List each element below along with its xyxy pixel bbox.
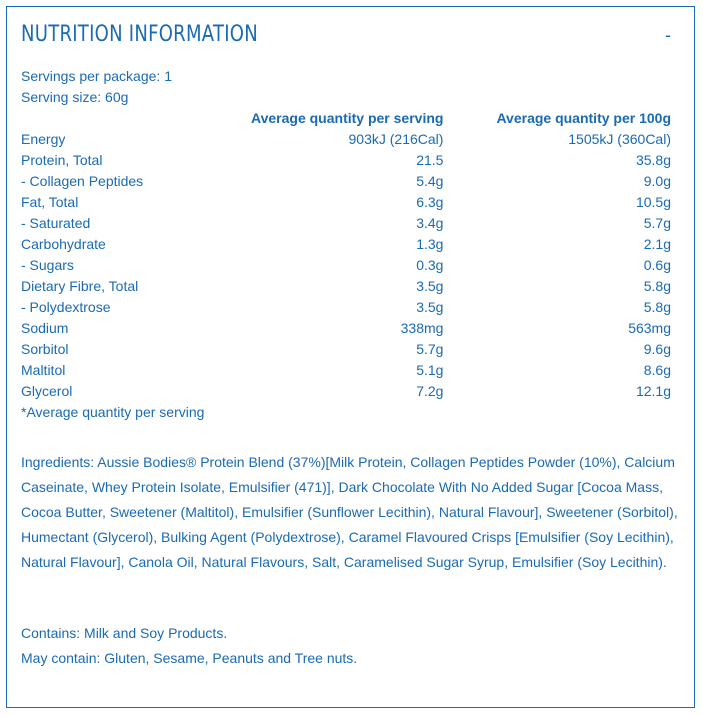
- per-100g-value: 563mg: [628, 320, 671, 336]
- panel-header[interactable]: [21, 22, 671, 58]
- per-serving-value: 21.5: [416, 152, 444, 168]
- per-serving-value: 7.2g: [416, 383, 444, 399]
- table-footnote: *Average quantity per serving: [21, 404, 205, 420]
- per-100g-value: 10.5g: [635, 194, 671, 210]
- per-100g-value: 35.8g: [635, 152, 671, 168]
- per-100g-value: 12.1g: [635, 383, 671, 399]
- table-row: [21, 297, 671, 318]
- nutrient-name: Maltitol: [21, 362, 66, 378]
- nutrient-name: Energy: [21, 131, 66, 147]
- nutrient-name: - Polydextrose: [21, 299, 111, 315]
- nutrient-name: Fat, Total: [21, 194, 79, 210]
- per-serving-value: 1.3g: [416, 236, 444, 252]
- per-100g-value: 2.1g: [643, 236, 671, 252]
- table-row: [21, 129, 671, 150]
- header-nutrient: [21, 108, 251, 129]
- header-per-100g: Average quantity per 100g: [496, 110, 671, 126]
- table-row: [21, 381, 671, 402]
- nutrient-name: - Sugars: [21, 257, 74, 273]
- nutrient-name: - Collagen Peptides: [21, 173, 144, 189]
- per-100g-value: 1505kJ (360Cal): [568, 131, 671, 147]
- nutrition-table: [21, 108, 671, 402]
- collapse-icon[interactable]: -: [665, 25, 671, 45]
- servings-per-package: Servings per package: 1: [21, 68, 172, 84]
- nutrient-name: Sodium: [21, 320, 69, 336]
- table-row: [21, 339, 671, 360]
- table-row: [21, 213, 671, 234]
- per-100g-value: 5.8g: [643, 278, 671, 294]
- per-serving-value: 338mg: [400, 320, 444, 336]
- table-row: [21, 318, 671, 339]
- per-100g-value: 9.0g: [643, 173, 671, 189]
- per-100g-value: 9.6g: [643, 341, 671, 357]
- nutrient-name: Glycerol: [21, 383, 73, 399]
- per-100g-value: 5.8g: [643, 299, 671, 315]
- per-serving-value: 0.3g: [416, 257, 444, 273]
- header-per-serving: Average quantity per serving: [251, 110, 444, 126]
- table-row: [21, 276, 671, 297]
- per-serving-value: 3.4g: [416, 215, 444, 231]
- per-serving-value: 5.4g: [416, 173, 444, 189]
- per-100g-value: 0.6g: [643, 257, 671, 273]
- table-row: [21, 192, 671, 213]
- table-row: [21, 360, 671, 381]
- nutrient-name: Carbohydrate: [21, 236, 106, 252]
- table-row: [21, 255, 671, 276]
- per-serving-value: 3.5g: [416, 299, 444, 315]
- table-row: [21, 150, 671, 171]
- ingredients-text: Ingredients: Aussie Bodies® Protein Blend (37%)[Milk Protein, Collagen Peptides Powder (10%), Calcium Caseinate, Whey Protein Isolate, Emulsifier (471)], Dark Chocolate With No Added Sugar [Cocoa Mass, Cocoa Butter, Sweetener (Maltitol), Emulsifier (Sunflower Lecithin), Natural Flavour], Sweetener (Sorbitol), Humectant (Glycerol), Bulking Agent (Polydextrose), Caramel Flavoured Crisps [Emulsifier (Soy Lecithin), Natural Flavour], Canola Oil, Natural Flavours, Salt, Caramelised Sugar Syrup, Emulsifier (Soy Lecithin).: [21, 454, 678, 570]
- per-serving-value: 5.1g: [416, 362, 444, 378]
- contains-allergens: Contains: Milk and Soy Products.: [21, 625, 228, 641]
- per-serving-value: 903kJ (216Cal): [348, 131, 444, 147]
- per-100g-value: 8.6g: [643, 362, 671, 378]
- per-100g-value: 5.7g: [643, 215, 671, 231]
- serving-size: Serving size: 60g: [21, 89, 129, 105]
- nutrient-name: Protein, Total: [21, 152, 103, 168]
- table-row: [21, 234, 671, 255]
- table-row: [21, 171, 671, 192]
- per-serving-value: 6.3g: [416, 194, 444, 210]
- nutrient-name: Sorbitol: [21, 341, 69, 357]
- nutrient-name: - Saturated: [21, 215, 91, 231]
- per-serving-value: 3.5g: [416, 278, 444, 294]
- table-header-row: [21, 108, 671, 129]
- may-contain-allergens: May contain: Gluten, Sesame, Peanuts and Tree nuts.: [21, 650, 358, 666]
- per-serving-value: 5.7g: [416, 341, 444, 357]
- panel-title: NUTRITION INFORMATION: [21, 22, 258, 47]
- nutrient-name: Dietary Fibre, Total: [21, 278, 139, 294]
